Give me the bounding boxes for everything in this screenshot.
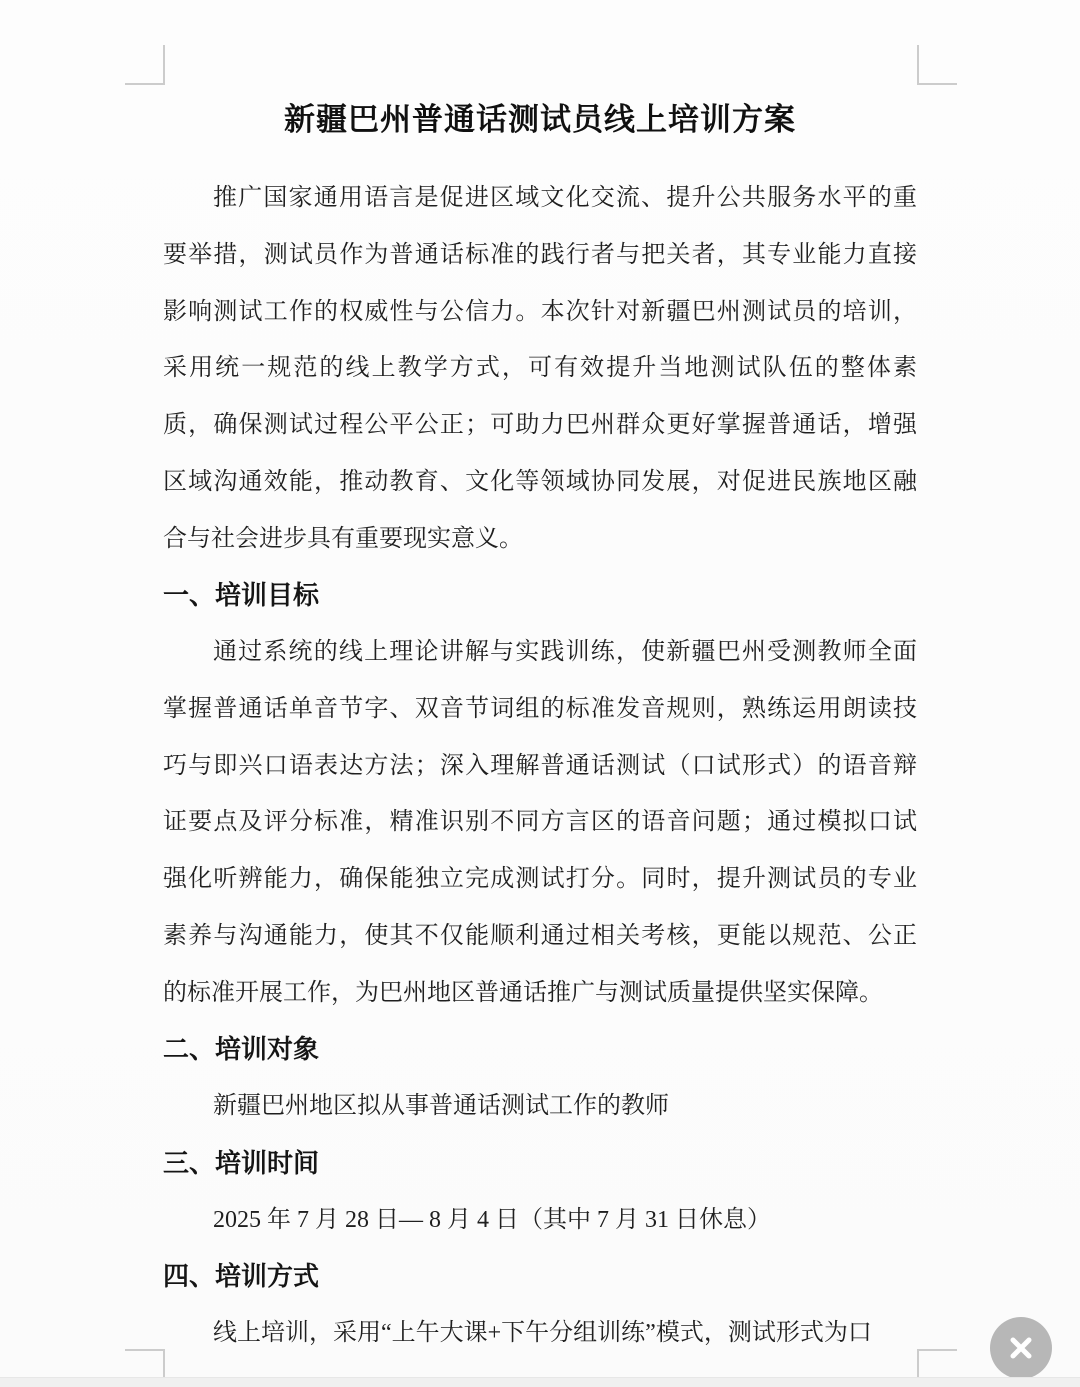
doc-line: 强化听辨能力，确保能独立完成测试打分。同时，提升测试员的专业 xyxy=(163,866,917,892)
text-boundary-corner-top-right xyxy=(917,45,957,85)
section-heading-1: 一、培训目标 xyxy=(163,580,320,611)
doc-line: 新疆巴州地区拟从事普通话测试工作的教师 xyxy=(213,1093,669,1119)
document-body xyxy=(163,170,917,1362)
doc-line: 掌握普通话单音节字、双音节词组的标准发音规则，熟练运用朗读技 xyxy=(163,695,917,722)
section-heading-3: 三、培训时间 xyxy=(163,1147,320,1178)
doc-line: 素养与沟通能力，使其不仅能顺利通过相关考核，更能以规范、公正 xyxy=(163,922,917,949)
doc-line: 2025 年 7 月 28 日— 8 月 4 日（其中 7 月 31 日休息） xyxy=(213,1206,771,1233)
doc-line: 推广国家通用语言是促进区域文化交流、提升公共服务水平的重 xyxy=(213,185,917,211)
doc-line: 质，确保测试过程公平公正；可助力巴州群众更好掌握普通话，增强 xyxy=(163,412,917,438)
section-heading-4: 四、培训方式 xyxy=(163,1261,320,1292)
text-boundary-corner-top-left xyxy=(125,45,165,85)
doc-line: 证要点及评分标准，精准识别不同方言区的语音问题；通过模拟口试 xyxy=(163,809,917,836)
document-title: 新疆巴州普通话测试员线上培训方案 xyxy=(284,102,796,137)
close-button[interactable] xyxy=(990,1317,1052,1379)
doc-line: 区域沟通效能，推动教育、文化等领域协同发展，对促进民族地区融 xyxy=(163,468,917,495)
doc-line: 合与社会进步具有重要现实意义。 xyxy=(163,525,523,552)
close-icon xyxy=(1007,1334,1035,1362)
document-text-area xyxy=(163,0,917,1362)
bottom-edge-strip xyxy=(0,1377,1080,1387)
doc-line: 采用统一规范的线上教学方式，可有效提升当地测试队伍的整体素 xyxy=(163,355,917,382)
doc-line: 线上培训，采用“上午大课+下午分组训练”模式，测试形式为口 xyxy=(213,1320,872,1346)
doc-line: 影响测试工作的权威性与公信力。本次针对新疆巴州测试员的培训， xyxy=(163,298,917,325)
doc-line: 要举措，测试员作为普通话标准的践行者与把关者，其专业能力直接 xyxy=(163,241,917,268)
doc-line: 巧与即兴口语表达方法；深入理解普通话测试（口试形式）的语音辩 xyxy=(163,752,917,779)
doc-line: 通过系统的线上理论讲解与实践训练，使新疆巴州受测教师全面 xyxy=(213,639,917,665)
section-heading-2: 二、培训对象 xyxy=(163,1034,320,1065)
doc-line: 的标准开展工作，为巴州地区普通话推广与测试质量提供坚实保障。 xyxy=(163,979,883,1006)
